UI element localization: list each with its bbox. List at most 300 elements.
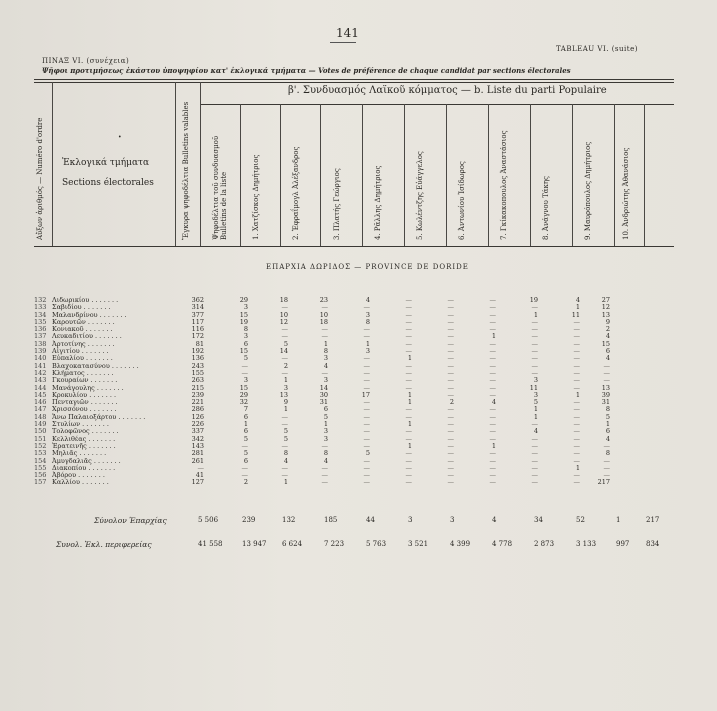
row-number: 145 [34,390,47,399]
grand-total-label: Συνολ. Ἐκλ. περιφερείας [56,540,152,549]
cell: — [363,405,370,414]
cell: 263 [191,376,204,385]
cell: 13 [601,310,610,319]
cell: — [405,361,412,370]
table-row [34,341,610,348]
cell: — [603,463,610,472]
cell: 7 [243,405,248,414]
cell: — [447,449,454,458]
cell: — [405,478,412,487]
candidate-header: 2. Ἐφραΐμογλ Ἀλέξανδρος [292,146,300,240]
cell: 11 [529,383,538,392]
cell: — [447,303,454,312]
cell: — [531,463,538,472]
cell: — [363,463,370,472]
cell: — [573,441,580,450]
cell: 10 [279,310,288,319]
cell: — [489,303,496,312]
section-name: Λιδωρικίου . . . . . . . [52,296,119,304]
row-number: 146 [34,398,47,407]
cell: 1 [407,420,412,429]
cell: 362 [191,296,204,304]
row-number: 148 [34,412,47,421]
cell: 15 [239,310,248,319]
cell: — [531,420,538,429]
grand-total-value: 41 558 [198,540,223,548]
divider [280,104,281,246]
grand-total-value: 4 778 [492,540,513,548]
cell: 18 [319,317,328,326]
cell: 23 [319,296,328,304]
cell: 81 [195,339,204,348]
cell: — [281,463,288,472]
cell: 6 [243,456,248,465]
cell: — [531,339,538,348]
cell: — [489,405,496,414]
cell: — [573,368,580,377]
total-value: 44 [366,516,375,524]
grand-total-value: 6 624 [282,540,303,548]
cell: — [489,412,496,421]
table-row [34,370,610,377]
cell: 6 [243,427,248,436]
grand-total-value: 7 223 [324,540,345,548]
cell: — [363,361,370,370]
cell: — [405,296,412,304]
cell: — [363,434,370,443]
row-number: 147 [34,405,47,414]
cell: — [531,325,538,334]
province-title: ΕΠΑΡΧΙΑ ΔΩΡΙΔΟΣ — PROVINCE DE DORIDE [266,263,469,271]
cell: — [531,478,538,487]
column-header-section-gr: Ἐκλογικά τμήματα [62,158,150,168]
cell: 3 [243,303,248,312]
divider [34,79,674,80]
cell: 117 [191,317,204,326]
cell: 19 [529,296,538,304]
table-row [34,333,610,340]
cell: 281 [191,449,204,458]
section-name: Τολοφῶνος . . . . . . . [52,427,119,436]
cell: 8 [283,449,288,458]
cell: — [489,478,496,487]
row-number: 142 [34,368,47,377]
cell: — [321,368,328,377]
cell: — [531,332,538,341]
cell: 4 [575,296,580,304]
divider [404,104,405,246]
cell: 5 [283,434,288,443]
cell: 1 [407,354,412,363]
candidate-header: 3. Πλατής Γεώργιος [333,168,341,240]
grand-total-value: 997 [616,540,630,548]
cell: — [405,376,412,385]
row-number: 155 [34,463,47,472]
cell: — [405,310,412,319]
candidate-header: 5. Κωλέντζης Εὐάγγελος [416,151,424,240]
total-value: 217 [646,516,660,524]
cell: 27 [601,296,610,304]
candidate-header: 6. Ἀντωνίου Ἰσίδωρος [458,161,466,240]
section-name: Γκουραίων . . . . . . . [52,376,118,385]
column-header-section-fr: Sections électorales [62,178,154,188]
cell: — [489,339,496,348]
total-value: 132 [282,516,296,524]
row-number: 132 [34,296,47,304]
cell: 6 [323,405,328,414]
cell: — [321,332,328,341]
cell: 5 [283,339,288,348]
cell: — [489,471,496,480]
divider [614,104,615,246]
cell: 4 [283,456,288,465]
cell: — [405,412,412,421]
cell: — [573,325,580,334]
cell: 1 [323,339,328,348]
cell: 9 [605,317,610,326]
cell: — [447,427,454,436]
total-value: 3 [450,516,455,524]
cell: — [489,420,496,429]
cell: — [489,317,496,326]
cell: — [489,376,496,385]
cell: — [489,390,496,399]
cell: — [321,471,328,480]
divider [330,42,356,43]
cell: 226 [191,420,204,429]
section-name: Εὐπαλίου . . . . . . . [52,354,113,363]
cell: 3 [323,354,328,363]
cell: 1 [283,405,288,414]
cell: — [405,456,412,465]
cell: — [573,478,580,487]
cell: — [363,412,370,421]
cell: — [321,325,328,334]
cell: — [447,478,454,487]
cell: 5 [243,449,248,458]
cell: — [447,434,454,443]
row-number: 154 [34,456,47,465]
cell: — [531,456,538,465]
cell: 15 [239,383,248,392]
divider [572,104,573,246]
cell: 3 [365,347,370,356]
cell: 18 [279,296,288,304]
divider [175,82,176,246]
cell: — [531,434,538,443]
cell: 1 [575,390,580,399]
cell: — [603,368,610,377]
table-row [34,399,610,406]
cell: — [281,303,288,312]
row-number: 149 [34,420,47,429]
cell: — [489,463,496,472]
cell: 215 [191,383,204,392]
cell: 1 [407,398,412,407]
cell: — [573,412,580,421]
cell: 221 [191,398,204,407]
cell: — [321,463,328,472]
cell: — [573,398,580,407]
cell: — [489,310,496,319]
cell: 19 [239,317,248,326]
cell: 8 [323,449,328,458]
section-name: Καλλίου . . . . . . . [52,478,109,487]
total-value: 185 [324,516,338,524]
row-number: 133 [34,303,47,312]
section-name: Κλήματος . . . . . . . [52,368,114,377]
cell: — [363,398,370,407]
cell: 1 [407,390,412,399]
row-number: 152 [34,441,47,450]
candidate-header: 8. Ἀνάγνου Τάκης [542,176,550,240]
section-name: Κονιακοῦ . . . . . . . [52,325,113,334]
cell: 10 [319,310,328,319]
cell: — [363,420,370,429]
section-name: Λευκαδιτίου . . . . . . . [52,332,122,341]
cell: — [363,383,370,392]
cell: 15 [239,347,248,356]
bullet: • [118,134,122,141]
total-value: 52 [576,516,585,524]
section-name: Ἄνω Παλαιοξάρτου . . . . . . . [52,412,146,421]
cell: 314 [191,303,204,312]
cell: 13 [601,383,610,392]
cell: 14 [279,347,288,356]
cell: — [531,471,538,480]
cell: 4 [323,361,328,370]
divider [644,104,645,246]
section-name: Διακοπίου . . . . . . . [52,463,116,472]
cell: 11 [571,310,580,319]
section-name: Καρουτῶν . . . . . . . [52,317,115,326]
cell: — [573,471,580,480]
cell: — [363,456,370,465]
section-name: Ἀβόρου . . . . . . . [52,471,105,480]
section-name: Ἐρατεινῆς . . . . . . . [52,441,116,450]
row-number: 151 [34,434,47,443]
cell: — [405,449,412,458]
cell: — [447,332,454,341]
cell: — [573,376,580,385]
cell: — [241,463,248,472]
cell: 41 [195,471,204,480]
section-name: Στυλίων . . . . . . . [52,420,109,429]
cell: — [531,317,538,326]
cell: 4 [491,398,496,407]
candidate-header: 7. Γκίκακοπουλος Ἀναστάσιος [500,130,508,240]
cell: 3 [283,383,288,392]
cell: — [489,361,496,370]
cell: — [281,420,288,429]
divider [34,82,674,83]
cell: — [321,441,328,450]
cell: — [531,347,538,356]
cell: 32 [239,398,248,407]
row-number: 156 [34,471,47,480]
cell: — [447,405,454,414]
cell: — [603,456,610,465]
cell: 337 [191,427,204,436]
section-name: Μανάγουλης . . . . . . . [52,383,124,392]
cell: — [405,317,412,326]
cell: — [573,434,580,443]
cell: 29 [239,296,248,304]
cell: — [321,303,328,312]
cell: — [447,339,454,348]
row-number: 139 [34,347,47,356]
cell: — [321,478,328,487]
row-number: 143 [34,376,47,385]
row-number: 134 [34,310,47,319]
cell: 3 [323,434,328,443]
row-number: 144 [34,383,47,392]
cell: — [447,456,454,465]
divider [446,104,447,246]
cell: 1 [533,310,538,319]
cell: 239 [191,390,204,399]
cell: 261 [191,456,204,465]
cell: 377 [191,310,204,319]
cell: — [405,405,412,414]
cell: — [489,434,496,443]
cell: 39 [601,390,610,399]
section-name: Ἀμυγδαλιᾶς . . . . . . . [52,456,121,465]
section-name: Βλαχοκατασύνου . . . . . . . [52,361,139,370]
cell: 3 [533,376,538,385]
cell: — [573,361,580,370]
row-number: 138 [34,339,47,348]
cell: 342 [191,434,204,443]
cell: — [281,332,288,341]
cell: — [447,463,454,472]
column-header-party-total: Ψηφοδέλτια τοῦ συνδυασμοῦ Bulletins de la liste [212,135,228,240]
cell: 14 [319,383,328,392]
data-table [34,297,610,487]
cell: — [405,325,412,334]
cell: 17 [361,390,370,399]
section-name: Κελλιθέας . . . . . . . [52,434,116,443]
cell: — [405,434,412,443]
cell: — [573,347,580,356]
cell: — [405,347,412,356]
header-left: ΠΙΝΑΞ VI. (συνέχεια) [42,57,130,65]
cell: — [405,471,412,480]
cell: — [447,376,454,385]
cell: 155 [191,368,204,377]
cell: — [363,427,370,436]
section-name: Μηλιᾶς . . . . . . . [52,449,107,458]
cell: 5 [365,449,370,458]
cell: — [405,427,412,436]
cell: 143 [191,441,204,450]
divider [320,104,321,246]
cell: — [531,303,538,312]
cell: 286 [191,405,204,414]
cell: — [363,471,370,480]
cell: — [197,463,204,472]
cell: — [241,361,248,370]
divider [34,246,674,247]
cell: — [447,347,454,356]
cell: 8 [605,449,610,458]
header-right: TABLEAU VI. (suite) [556,45,638,53]
section-name: Χρισσόνου . . . . . . . [52,405,117,414]
cell: — [363,332,370,341]
cell: — [603,441,610,450]
cell: 5 [243,434,248,443]
row-number: 157 [34,478,47,487]
cell: 3 [243,332,248,341]
cell: — [447,317,454,326]
cell: — [489,354,496,363]
cell: 5 [533,398,538,407]
cell: 30 [319,390,328,399]
cell: — [447,354,454,363]
cell: — [363,376,370,385]
cell: 1 [605,420,610,429]
cell: — [489,456,496,465]
cell: 4 [365,296,370,304]
grand-total-value: 5 763 [366,540,387,548]
cell: 1 [575,463,580,472]
cell: 15 [601,339,610,348]
divider [530,104,531,246]
total-value: 3 [408,516,413,524]
row-number: 137 [34,332,47,341]
cell: — [281,471,288,480]
cell: — [281,412,288,421]
row-number: 136 [34,325,47,334]
candidate-header: 4. Ρᾶλλης Δημήτριος [374,165,382,240]
cell: — [573,427,580,436]
total-value: 1 [616,516,621,524]
cell: — [573,317,580,326]
cell: 136 [191,354,204,363]
cell: — [531,361,538,370]
cell: 5 [323,412,328,421]
candidate-header: 10. Ἀνδριώτης Ἀθανάσιος [622,147,630,240]
cell: 192 [191,347,204,356]
divider [200,104,674,105]
section-name: Πενταγιῶν . . . . . . . [52,398,118,407]
cell: 6 [605,347,610,356]
cell: 6 [243,412,248,421]
cell: — [573,332,580,341]
table-row [34,414,610,421]
cell: — [573,383,580,392]
cell: 12 [601,303,610,312]
cell: 31 [319,398,328,407]
divider [200,82,201,246]
cell: 1 [323,420,328,429]
row-number: 150 [34,427,47,436]
total-value: 5 506 [198,516,219,524]
row-number: 135 [34,317,47,326]
cell: 2 [605,325,610,334]
cell: — [447,361,454,370]
cell: — [405,332,412,341]
cell: — [241,368,248,377]
cell: 4 [605,332,610,341]
cell: 4 [605,434,610,443]
cell: — [489,296,496,304]
cell: 8 [323,347,328,356]
cell: 4 [605,354,610,363]
cell: — [405,463,412,472]
table-row [34,348,610,355]
cell: 3 [365,310,370,319]
